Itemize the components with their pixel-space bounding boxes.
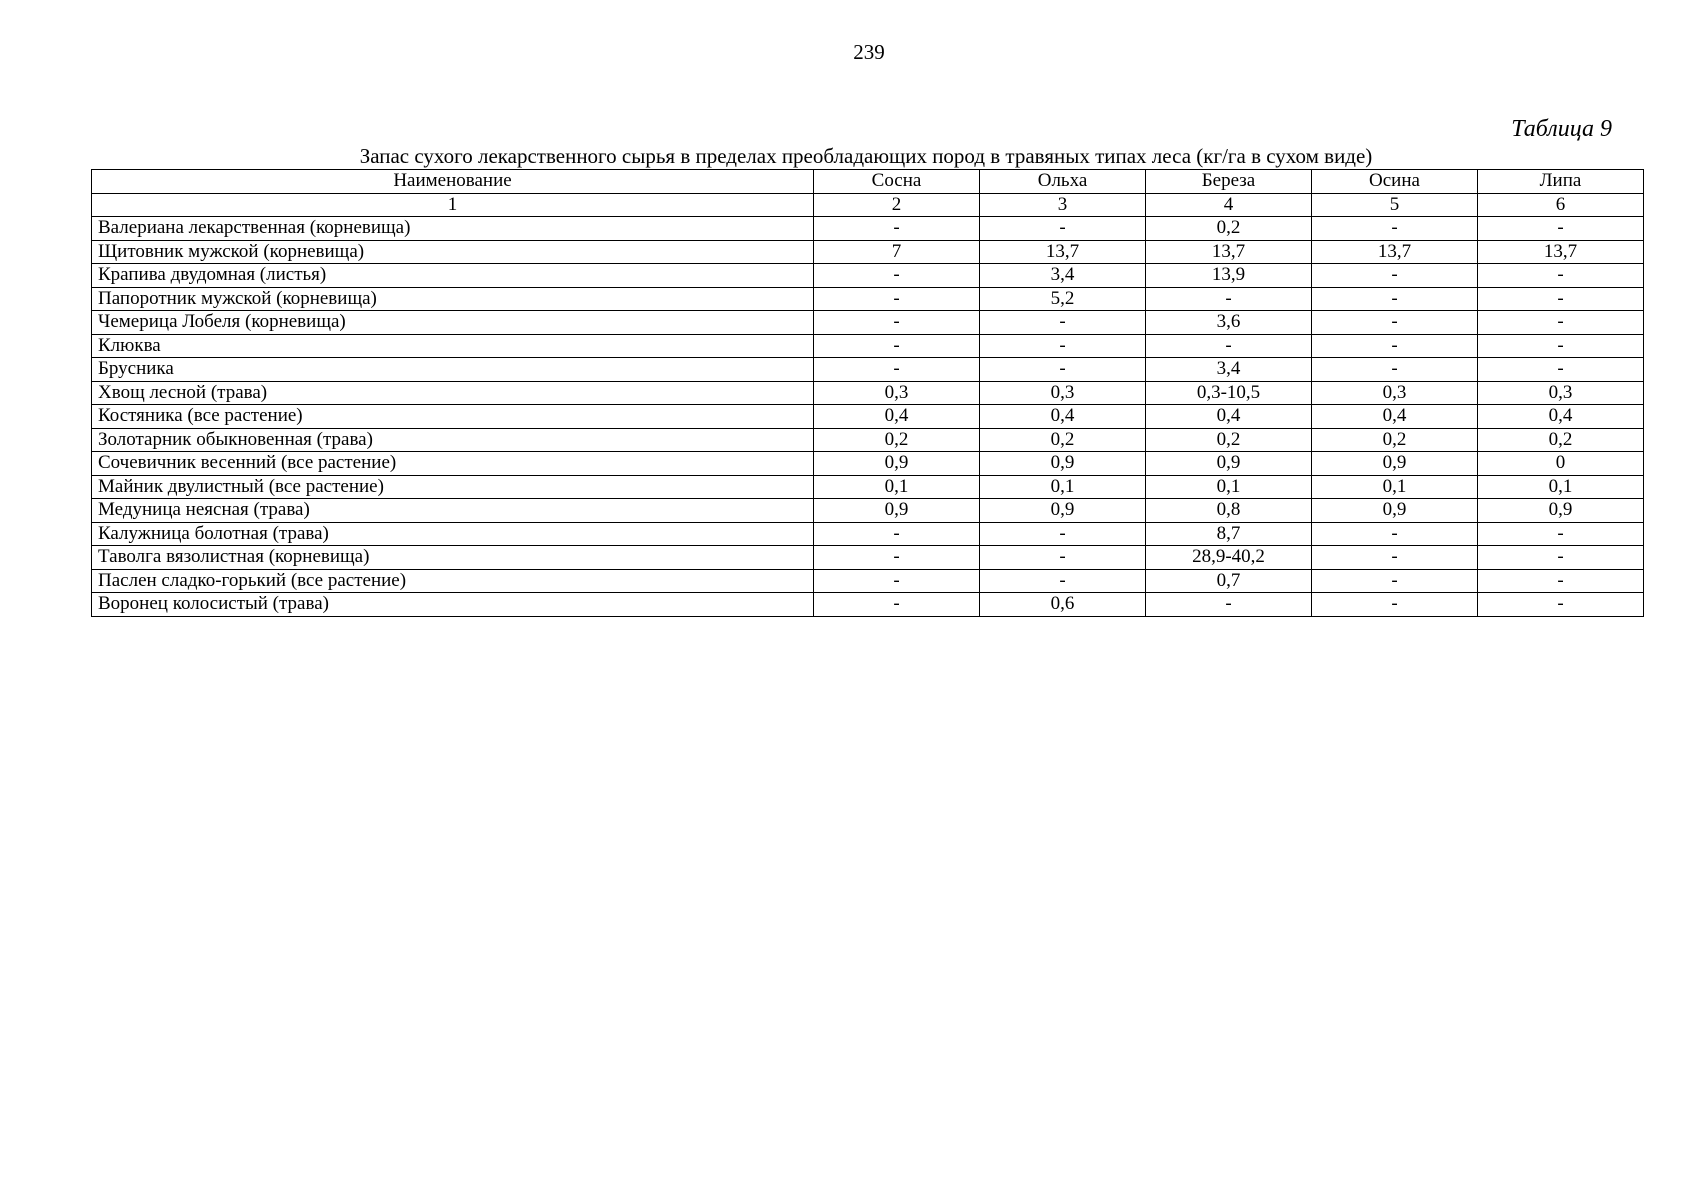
value-cell: 8,7 — [1146, 522, 1312, 546]
value-cell: - — [1478, 287, 1644, 311]
column-number-row — [92, 193, 1644, 217]
value-cell: 0,2 — [1146, 217, 1312, 241]
value-cell: 0,9 — [1146, 452, 1312, 476]
value-cell: 5,2 — [980, 287, 1146, 311]
table-caption: Запас сухого лекарственного сырья в пределах преобладающих пород в травяных типах леса (кг/га в сухом виде) — [359, 144, 1373, 168]
value-cell: 3,6 — [1146, 311, 1312, 335]
value-cell: 0,9 — [980, 452, 1146, 476]
plant-name-cell: Валериана лекарственная (корневища) — [92, 217, 814, 241]
value-cell: - — [1478, 569, 1644, 593]
plant-name-cell: Клюква — [92, 334, 814, 358]
value-cell: 0,4 — [814, 405, 980, 429]
plant-name-cell: Паслен сладко-горький (все растение) — [92, 569, 814, 593]
value-cell: - — [980, 546, 1146, 570]
value-cell: 0 — [1478, 452, 1644, 476]
value-cell: 0,2 — [980, 428, 1146, 452]
plant-name-cell: Чемерица Лобеля (корневища) — [92, 311, 814, 335]
value-cell: 0,9 — [814, 452, 980, 476]
table-row — [92, 499, 1644, 523]
value-cell: 0,9 — [980, 499, 1146, 523]
value-cell: 0,4 — [1146, 405, 1312, 429]
value-cell: - — [1312, 334, 1478, 358]
value-cell: 0,3 — [1312, 381, 1478, 405]
value-cell: 0,3 — [814, 381, 980, 405]
header-cell: Береза — [1146, 170, 1312, 194]
value-cell: - — [1312, 546, 1478, 570]
value-cell: 0,1 — [980, 475, 1146, 499]
value-cell: - — [814, 569, 980, 593]
value-cell: - — [1478, 522, 1644, 546]
plant-name-cell: Золотарник обыкновенная (трава) — [92, 428, 814, 452]
value-cell: - — [1478, 311, 1644, 335]
value-cell: 0,4 — [980, 405, 1146, 429]
value-cell: 0,9 — [1478, 499, 1644, 523]
value-cell: - — [1146, 287, 1312, 311]
value-cell: - — [814, 334, 980, 358]
value-cell: 0,1 — [1146, 475, 1312, 499]
plant-name-cell: Костяника (все растение) — [92, 405, 814, 429]
value-cell: - — [1478, 593, 1644, 617]
value-cell: - — [1312, 264, 1478, 288]
value-cell: - — [814, 217, 980, 241]
value-cell: - — [1146, 593, 1312, 617]
value-cell: 0,3 — [980, 381, 1146, 405]
value-cell: 0,4 — [1312, 405, 1478, 429]
value-cell: - — [1478, 264, 1644, 288]
value-cell: - — [814, 264, 980, 288]
table-row — [92, 334, 1644, 358]
value-cell: - — [814, 546, 980, 570]
table-row — [92, 311, 1644, 335]
value-cell: - — [1146, 334, 1312, 358]
value-cell: 0,1 — [814, 475, 980, 499]
value-cell: - — [814, 358, 980, 382]
value-cell: - — [1478, 358, 1644, 382]
value-cell: 7 — [814, 240, 980, 264]
value-cell: 13,9 — [1146, 264, 1312, 288]
value-cell: - — [1312, 311, 1478, 335]
column-number-cell: 1 — [92, 193, 814, 217]
value-cell: 0,3-10,5 — [1146, 381, 1312, 405]
header-cell: Осина — [1312, 170, 1478, 194]
value-cell: - — [980, 217, 1146, 241]
value-cell: 0,2 — [1312, 428, 1478, 452]
value-cell: 0,1 — [1312, 475, 1478, 499]
page-number: 239 — [853, 40, 885, 64]
header-cell: Липа — [1478, 170, 1644, 194]
plant-name-cell: Хвощ лесной (трава) — [92, 381, 814, 405]
value-cell: 0,7 — [1146, 569, 1312, 593]
value-cell: 0,2 — [814, 428, 980, 452]
table-row — [92, 217, 1644, 241]
value-cell: - — [980, 358, 1146, 382]
header-cell: Наименование — [92, 170, 814, 194]
value-cell: - — [1312, 217, 1478, 241]
value-cell: 28,9-40,2 — [1146, 546, 1312, 570]
value-cell: 0,4 — [1478, 405, 1644, 429]
plant-name-cell: Папоротник мужской (корневища) — [92, 287, 814, 311]
column-number-cell: 4 — [1146, 193, 1312, 217]
table-row — [92, 381, 1644, 405]
value-cell: 0,6 — [980, 593, 1146, 617]
value-cell: - — [980, 569, 1146, 593]
plant-name-cell: Крапива двудомная (листья) — [92, 264, 814, 288]
value-cell: 13,7 — [1478, 240, 1644, 264]
value-cell: 0,8 — [1146, 499, 1312, 523]
table-row — [92, 287, 1644, 311]
plant-name-cell: Медуница неясная (трава) — [92, 499, 814, 523]
header-cell: Сосна — [814, 170, 980, 194]
column-number-cell: 6 — [1478, 193, 1644, 217]
value-cell: - — [1312, 593, 1478, 617]
table-header-row — [92, 170, 1644, 194]
plant-name-cell: Воронец колосистый (трава) — [92, 593, 814, 617]
plant-name-cell: Таволга вязолистная (корневища) — [92, 546, 814, 570]
table-row — [92, 593, 1644, 617]
value-cell: 0,9 — [1312, 452, 1478, 476]
value-cell: - — [814, 593, 980, 617]
value-cell: - — [1478, 217, 1644, 241]
value-cell: - — [1478, 334, 1644, 358]
table-row — [92, 475, 1644, 499]
value-cell: - — [814, 287, 980, 311]
value-cell: 0,9 — [1312, 499, 1478, 523]
column-number-cell: 2 — [814, 193, 980, 217]
value-cell: 0,9 — [814, 499, 980, 523]
table-row — [92, 358, 1644, 382]
table-row — [92, 452, 1644, 476]
value-cell: - — [1312, 569, 1478, 593]
table-row — [92, 428, 1644, 452]
value-cell: - — [1312, 358, 1478, 382]
plant-name-cell: Сочевичник весенний (все растение) — [92, 452, 814, 476]
value-cell: - — [980, 334, 1146, 358]
table-row — [92, 569, 1644, 593]
table-row — [92, 240, 1644, 264]
header-cell: Ольха — [980, 170, 1146, 194]
value-cell: 13,7 — [1146, 240, 1312, 264]
plant-name-cell: Щитовник мужской (корневища) — [92, 240, 814, 264]
data-table — [91, 169, 1644, 617]
value-cell: 0,2 — [1478, 428, 1644, 452]
plant-name-cell: Майник двулистный (все растение) — [92, 475, 814, 499]
value-cell: 3,4 — [980, 264, 1146, 288]
value-cell: - — [814, 311, 980, 335]
value-cell: - — [980, 522, 1146, 546]
value-cell: 0,3 — [1478, 381, 1644, 405]
table-row — [92, 522, 1644, 546]
table-row — [92, 405, 1644, 429]
value-cell: - — [980, 311, 1146, 335]
value-cell: - — [814, 522, 980, 546]
column-number-cell: 5 — [1312, 193, 1478, 217]
table-label: Таблица 9 — [1511, 116, 1612, 142]
value-cell: 0,1 — [1478, 475, 1644, 499]
value-cell: - — [1478, 546, 1644, 570]
plant-name-cell: Калужница болотная (трава) — [92, 522, 814, 546]
table-row — [92, 546, 1644, 570]
table-body — [92, 217, 1644, 617]
value-cell: 3,4 — [1146, 358, 1312, 382]
table-row — [92, 264, 1644, 288]
plant-name-cell: Брусника — [92, 358, 814, 382]
column-number-cell: 3 — [980, 193, 1146, 217]
value-cell: - — [1312, 522, 1478, 546]
value-cell: 13,7 — [1312, 240, 1478, 264]
value-cell: - — [1312, 287, 1478, 311]
value-cell: 13,7 — [980, 240, 1146, 264]
value-cell: 0,2 — [1146, 428, 1312, 452]
